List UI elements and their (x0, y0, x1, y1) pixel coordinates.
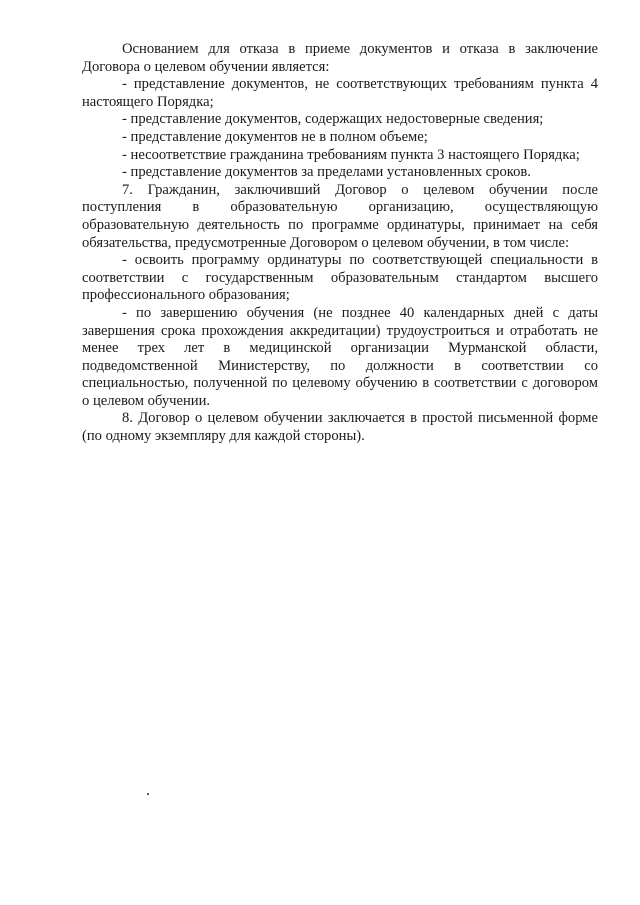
list-item-late-submission: - представление документов за пределами установленных сроков. (122, 164, 531, 181)
scan-speck (147, 793, 149, 795)
document-body (82, 41, 598, 446)
list-item-employment-obligation: - по завершению обучения (не позднее 40 календарных дней с даты завершения срока прохождения аккредитации) трудоустроиться и отработать не менее трех лет в медицинской организации Мурманской области, подведомственной Министерству, по должности в соответствии со специальностью, полученной по целевому обучению в соответствии с договором о целевом обучении. (82, 304, 598, 409)
list-item-unreliable-information: - представление документов, содержащих недостоверные сведения; (122, 111, 544, 128)
list-item-citizen-noncompliance: - несоответствие гражданина требованиям пункта 3 настоящего Порядка; (122, 146, 580, 163)
list-item-incomplete-documents: - представление документов не в полном объеме; (122, 128, 428, 145)
paragraph-section-7: 7. Гражданин, заключивший Договор о целевом обучении после поступления в образовательную организацию, осуществляющую образовательную деятельность по программе ординатуры, принимает на себя обязательства, предусмотренные Договором о целевом обучении, в том числе: (82, 181, 598, 251)
list-item-master-program: - освоить программу ординатуры по соответствующей специальности в соответствии с государственным образовательным стандартом высшего профессионального образования; (82, 252, 598, 304)
list-item-noncompliant-documents: - представление документов, не соответствующих требованиям пункта 4 настоящего Порядка; (82, 76, 598, 110)
paragraph-section-8: 8. Договор о целевом обучении заключается в простой письменной форме (по одному экземпляру для каждой стороны). (82, 410, 598, 445)
paragraph-refusal-grounds: Основанием для отказа в приеме документов и отказа в заключение Договора о целевом обучении является: (82, 41, 598, 75)
